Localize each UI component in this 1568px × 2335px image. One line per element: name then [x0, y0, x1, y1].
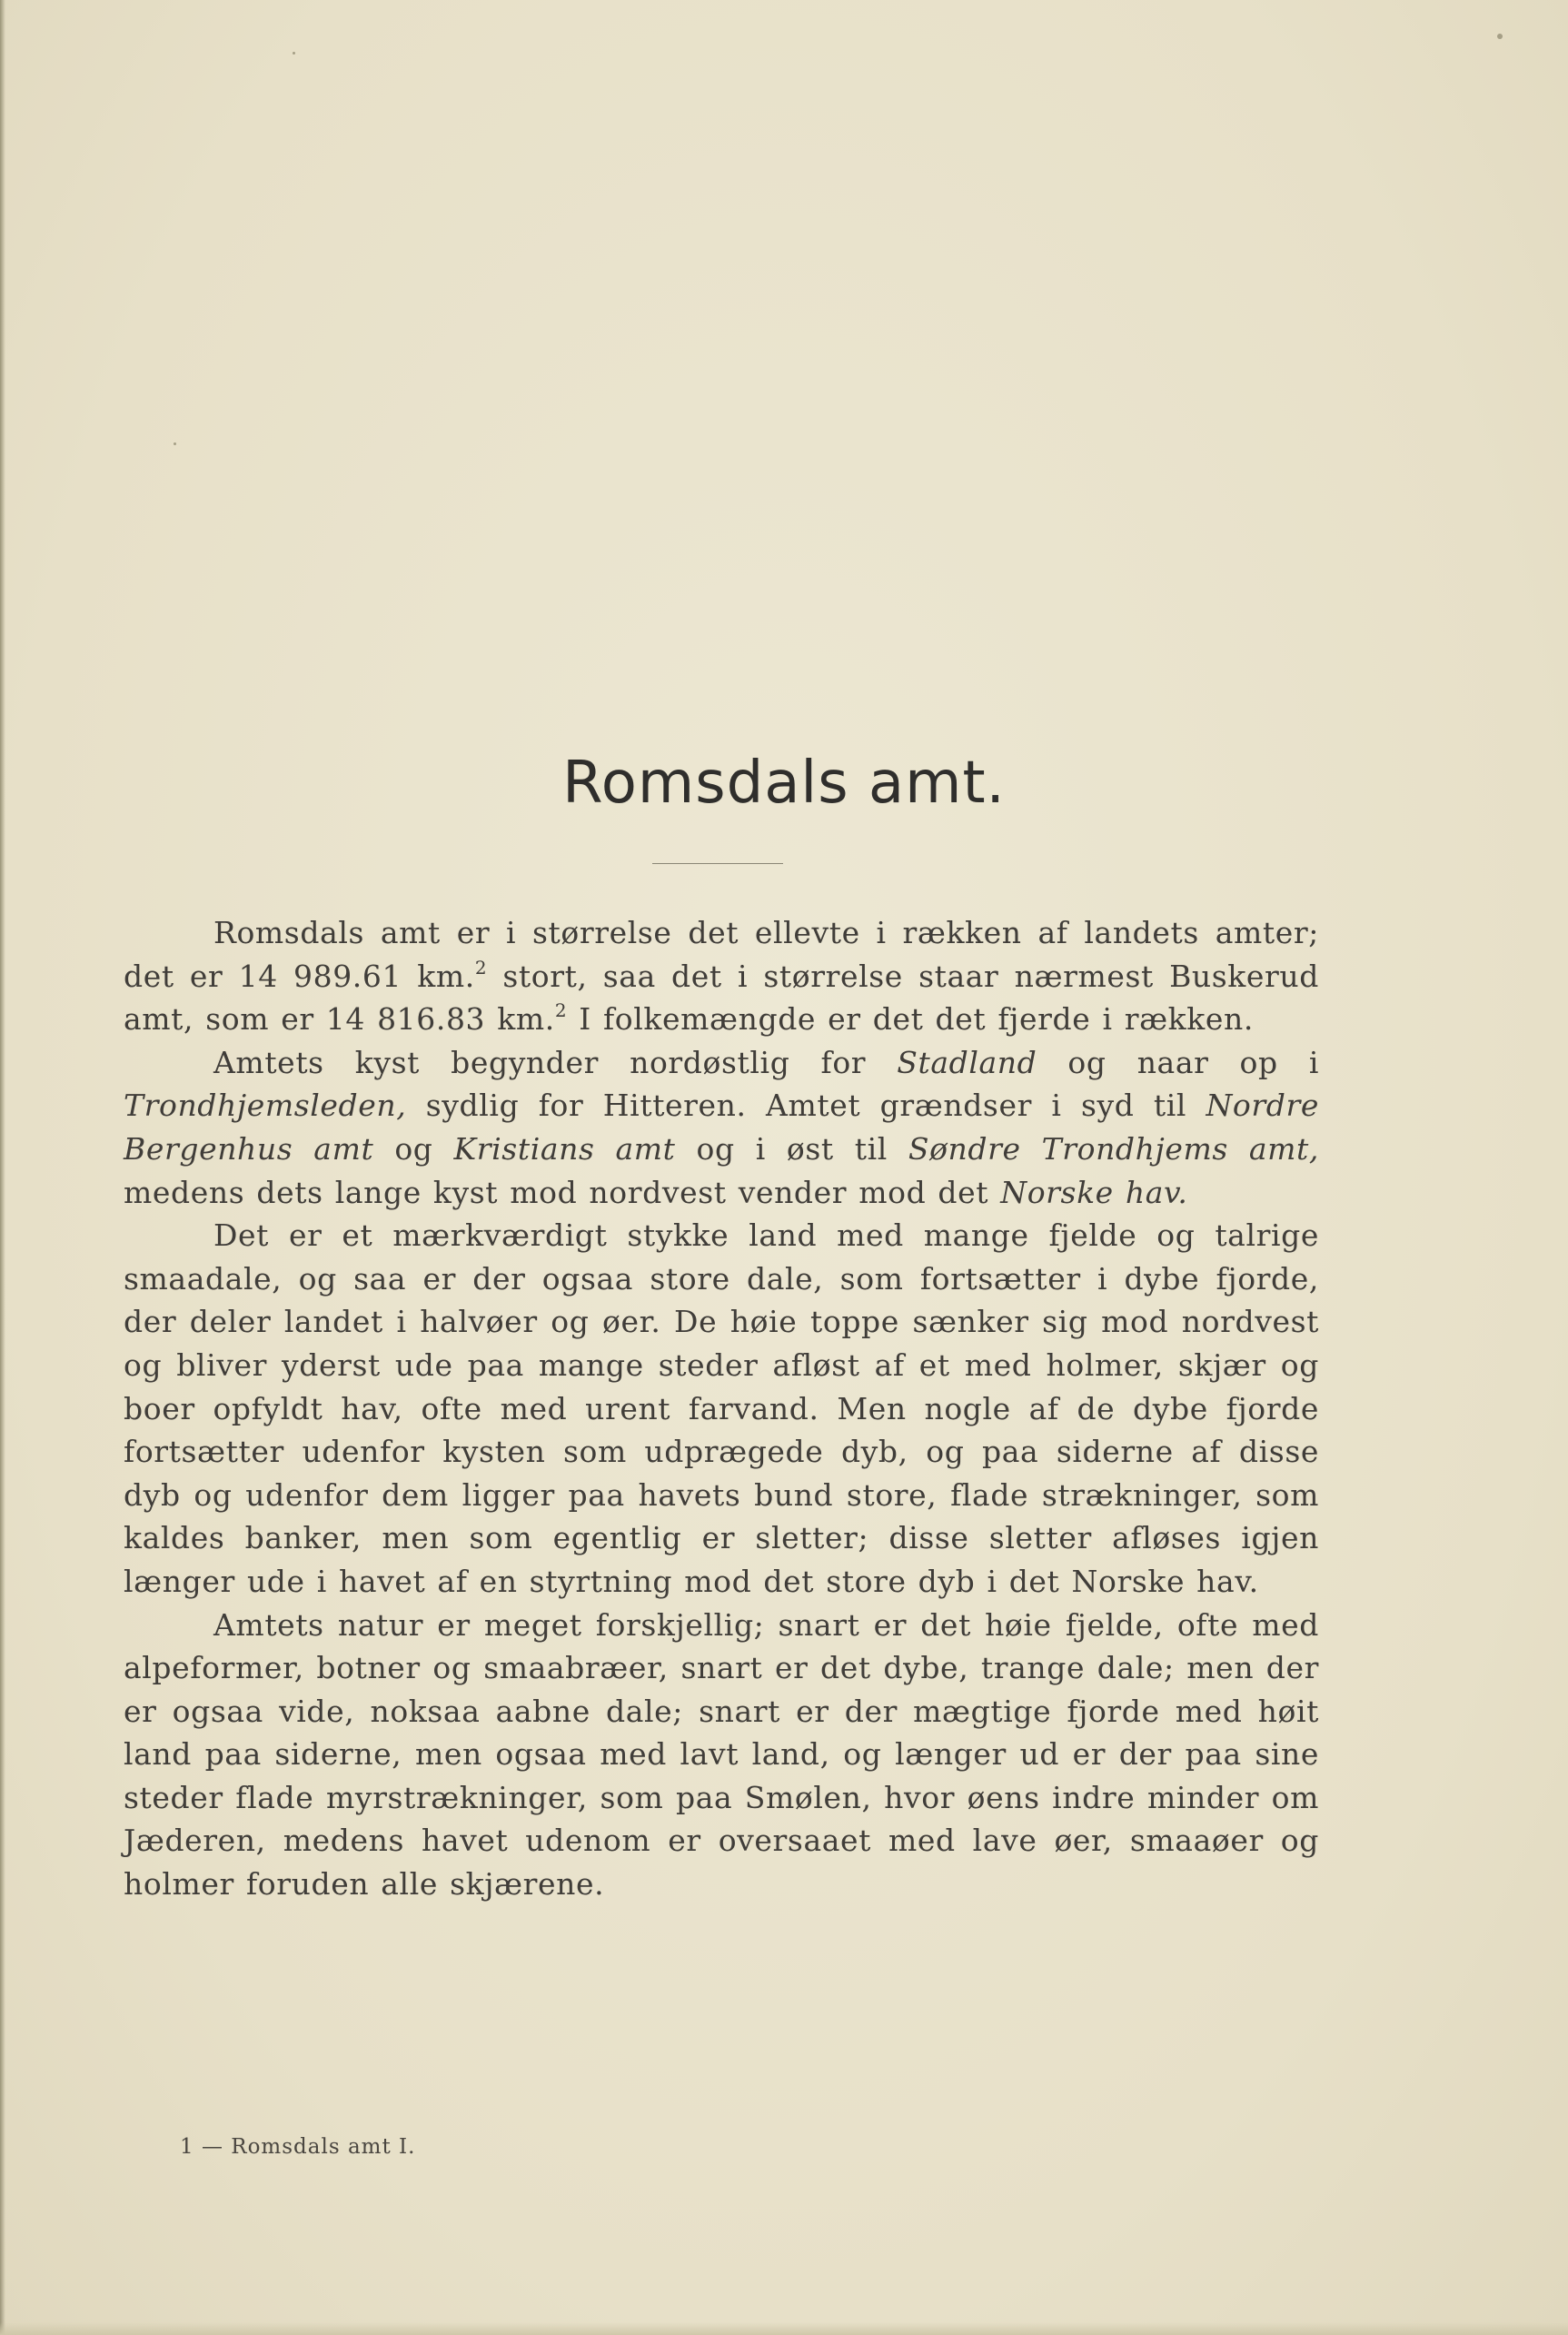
italic-place-name: Kristians amt: [453, 1130, 676, 1167]
text-run: sydlig for Hitteren. Amtet grændser i syd til: [406, 1088, 1206, 1124]
text-run: Amtets natur er meget forskjellig; snart er det høie fjelde, ofte med alpeformer, botner og smaabræer, snart er det dybe, trange dale; men der er ogsaa vide, noksaa aabne dale; snart er der mægtige fjorde med høit land paa siderne, men ogsaa med lavt land, og længer ud er der paa sine steder flade myrstrækninger, som paa Smølen, hvor øens indre minder om Jæderen, medens havet udenom er oversaaet med lave øer, smaaøer og holmer foruden alle skjærene.: [124, 1606, 1319, 1903]
text-run: og i øst til: [675, 1130, 908, 1167]
body-paragraph: [124, 911, 1319, 1041]
text-run: Romsdals amt er i størrelse det ellevte i rækken af landets amter; det er 14 989.61 km.: [124, 915, 1319, 994]
page-title: Romsdals amt.: [562, 750, 1006, 817]
text-run: stort, saa det i størrelse staar nærmest Buskerud amt, som er 14 816.83 km.: [124, 958, 1319, 1038]
italic-place-name: Søndre Trondhjems amt,: [908, 1130, 1320, 1167]
text-run: medens dets lange kyst mod nordvest vender mod det: [124, 1174, 1001, 1210]
page-bottom-edge: [0, 2322, 1568, 2335]
page-footer: 1 — Romsdals amt I.: [180, 2135, 416, 2159]
paper-speck: [1497, 34, 1503, 39]
body-paragraph: [124, 1214, 1319, 1603]
text-run: Det er et mærkværdigt stykke land med mange fjelde og talrige smaadale, og saa er der ogsaa store dale, som fortsætter i dybe fjorde, der deler landet i halvøer og øer. De høie toppe sænker sig mod nordvest og bliver yderst ude paa mange steder afløst af et med holmer, skjær og boer opfyldt hav, ofte med urent farvand. Men nogle af de dybe fjorde fortsætter udenfor kysten som udprægede dyb, og paa siderne af disse dyb og udenfor dem ligger paa havets bund store, flade strækninger, som kaldes banker, men som egentlig er sletter; disse sletter afløses igjen længer ude i havet af en styrtning mod det store dyb i det Norske hav.: [124, 1217, 1319, 1599]
text-run: og: [373, 1130, 454, 1167]
italic-place-name: Stadland: [897, 1044, 1037, 1080]
text-run: og naar op i: [1037, 1044, 1319, 1080]
italic-place-name: Trondhjemsleden,: [124, 1088, 407, 1124]
superscript: 2: [554, 999, 568, 1022]
paper-speck: [293, 52, 295, 55]
paper-speck: [174, 442, 176, 445]
title-rule: [652, 863, 783, 864]
page-left-edge: [0, 0, 5, 2335]
superscript: 2: [474, 956, 488, 979]
body-paragraph: [124, 1041, 1319, 1214]
body-paragraph: [124, 1604, 1319, 1906]
text-run: I folkemængde er det det fjerde i rækken.: [567, 1001, 1254, 1038]
text-run: Amtets kyst begynder nordøstlig for: [213, 1044, 898, 1080]
italic-place-name: Nordre Bergenhus amt: [124, 1088, 1319, 1167]
italic-place-name: Norske hav.: [1000, 1174, 1188, 1210]
body-text: [124, 911, 1319, 1906]
